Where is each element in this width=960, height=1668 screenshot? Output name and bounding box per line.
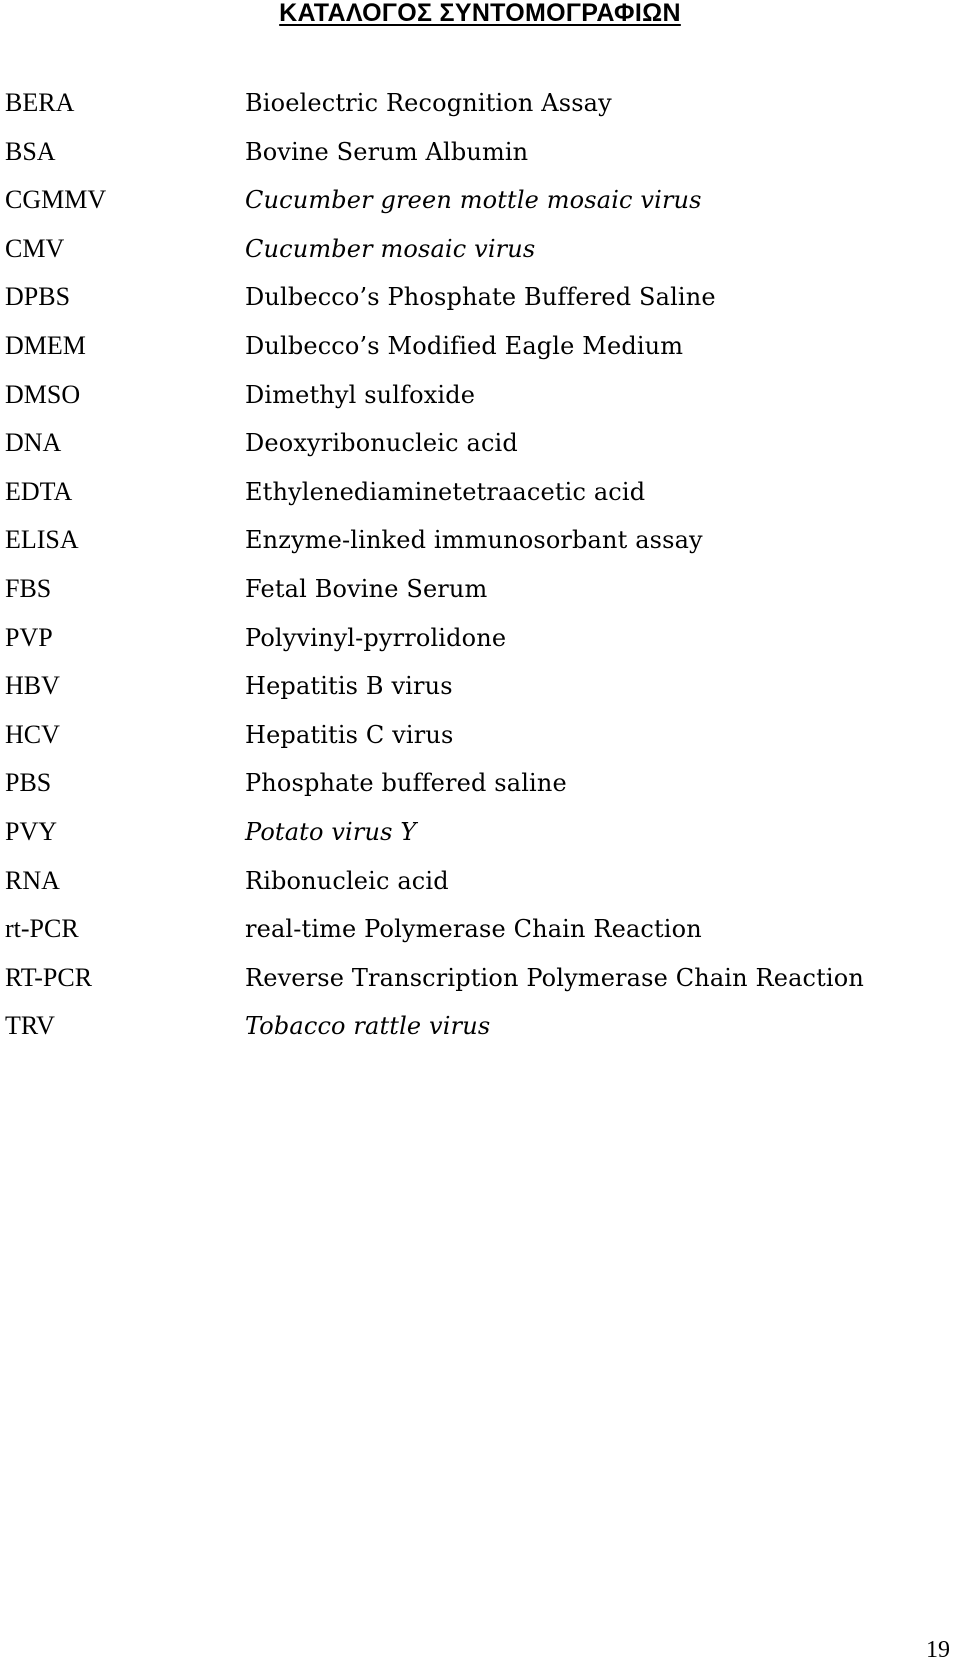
abbreviation-row bbox=[0, 715, 960, 764]
abbreviation-definition: Phosphate buffered saline bbox=[245, 769, 567, 798]
abbreviation-term: BSA bbox=[5, 136, 56, 166]
abbreviation-term: PBS bbox=[5, 768, 52, 798]
abbreviation-row bbox=[0, 666, 960, 715]
abbreviation-term: DPBS bbox=[5, 282, 71, 312]
abbreviation-row bbox=[0, 569, 960, 618]
abbreviation-row bbox=[0, 277, 960, 326]
page-title: ΚΑΤΑΛΟΓΟΣ ΣΥΝΤΟΜΟΓΡΑΦΙΩΝ bbox=[279, 0, 681, 27]
abbreviation-definition: Hepatitis C virus bbox=[245, 720, 454, 749]
abbreviation-term: RT-PCR bbox=[5, 962, 93, 992]
abbreviation-term: DNA bbox=[5, 428, 62, 458]
abbreviation-term: FBS bbox=[5, 573, 52, 603]
abbreviation-definition: real-time Polymerase Chain Reaction bbox=[245, 915, 702, 944]
abbreviation-row bbox=[0, 1006, 960, 1055]
abbreviation-definition: Polyvinyl-pyrrolidone bbox=[245, 623, 507, 652]
abbreviation-term: RNA bbox=[5, 865, 60, 895]
abbreviation-term: TRV bbox=[5, 1011, 55, 1041]
abbreviation-term: PVP bbox=[5, 622, 53, 652]
abbreviation-definition: Tobacco rattle virus bbox=[245, 1012, 491, 1041]
abbreviation-row bbox=[0, 909, 960, 958]
abbreviation-row bbox=[0, 472, 960, 521]
abbreviation-row bbox=[0, 132, 960, 181]
abbreviation-term: BERA bbox=[5, 88, 75, 117]
abbreviation-row bbox=[0, 83, 960, 132]
abbreviation-definition: Ethylenediaminetetraacetic acid bbox=[245, 477, 646, 506]
abbreviation-term: rt-PCR bbox=[5, 914, 79, 944]
abbreviation-row bbox=[0, 763, 960, 812]
abbreviation-row bbox=[0, 229, 960, 278]
abbreviation-term: DMSO bbox=[5, 379, 81, 409]
abbreviation-definition: Cucumber green mottle mosaic virus bbox=[245, 186, 702, 215]
abbreviation-definition: Deoxyribonucleic acid bbox=[245, 429, 518, 458]
abbreviation-term: CMV bbox=[5, 233, 65, 263]
abbreviation-definition: Fetal Bovine Serum bbox=[245, 574, 488, 603]
abbreviation-definition: Enzyme-linked immunosorbant assay bbox=[245, 526, 703, 555]
abbreviation-definition: Hepatitis B virus bbox=[245, 672, 453, 701]
abbreviation-term: ELISA bbox=[5, 525, 79, 555]
abbreviation-term: EDTA bbox=[5, 476, 73, 506]
abbreviation-definition: Dulbecco’s Modified Eagle Medium bbox=[245, 331, 684, 360]
abbreviation-row bbox=[0, 326, 960, 375]
abbreviation-term: HCV bbox=[5, 719, 60, 749]
abbreviation-definition: Ribonucleic acid bbox=[245, 866, 449, 895]
abbreviation-definition: Reverse Transcription Polymerase Chain Reaction bbox=[245, 963, 864, 992]
abbreviation-term: CGMMV bbox=[5, 185, 107, 215]
abbreviation-term: HBV bbox=[5, 671, 60, 701]
page-number: 19 bbox=[926, 1637, 950, 1663]
abbreviation-definition: Dulbecco’s Phosphate Buffered Saline bbox=[245, 283, 716, 312]
abbreviation-row bbox=[0, 180, 960, 229]
abbreviation-definition: Dimethyl sulfoxide bbox=[245, 380, 476, 409]
abbreviation-row bbox=[0, 423, 960, 472]
abbreviation-definition: Bovine Serum Albumin bbox=[245, 137, 529, 166]
abbreviation-row bbox=[0, 375, 960, 424]
abbreviation-term: PVY bbox=[5, 816, 58, 846]
abbreviation-term: DMEM bbox=[5, 330, 86, 360]
abbreviation-definition: Potato virus Y bbox=[245, 817, 417, 846]
abbreviation-row bbox=[0, 618, 960, 667]
abbreviation-row bbox=[0, 520, 960, 569]
abbreviation-row bbox=[0, 861, 960, 910]
abbreviation-row bbox=[0, 958, 960, 1007]
abbreviation-list bbox=[0, 83, 960, 1055]
abbreviation-row bbox=[0, 812, 960, 861]
abbreviation-definition: Cucumber mosaic virus bbox=[245, 234, 536, 263]
abbreviation-definition: Bioelectric Recognition Assay bbox=[245, 89, 612, 117]
